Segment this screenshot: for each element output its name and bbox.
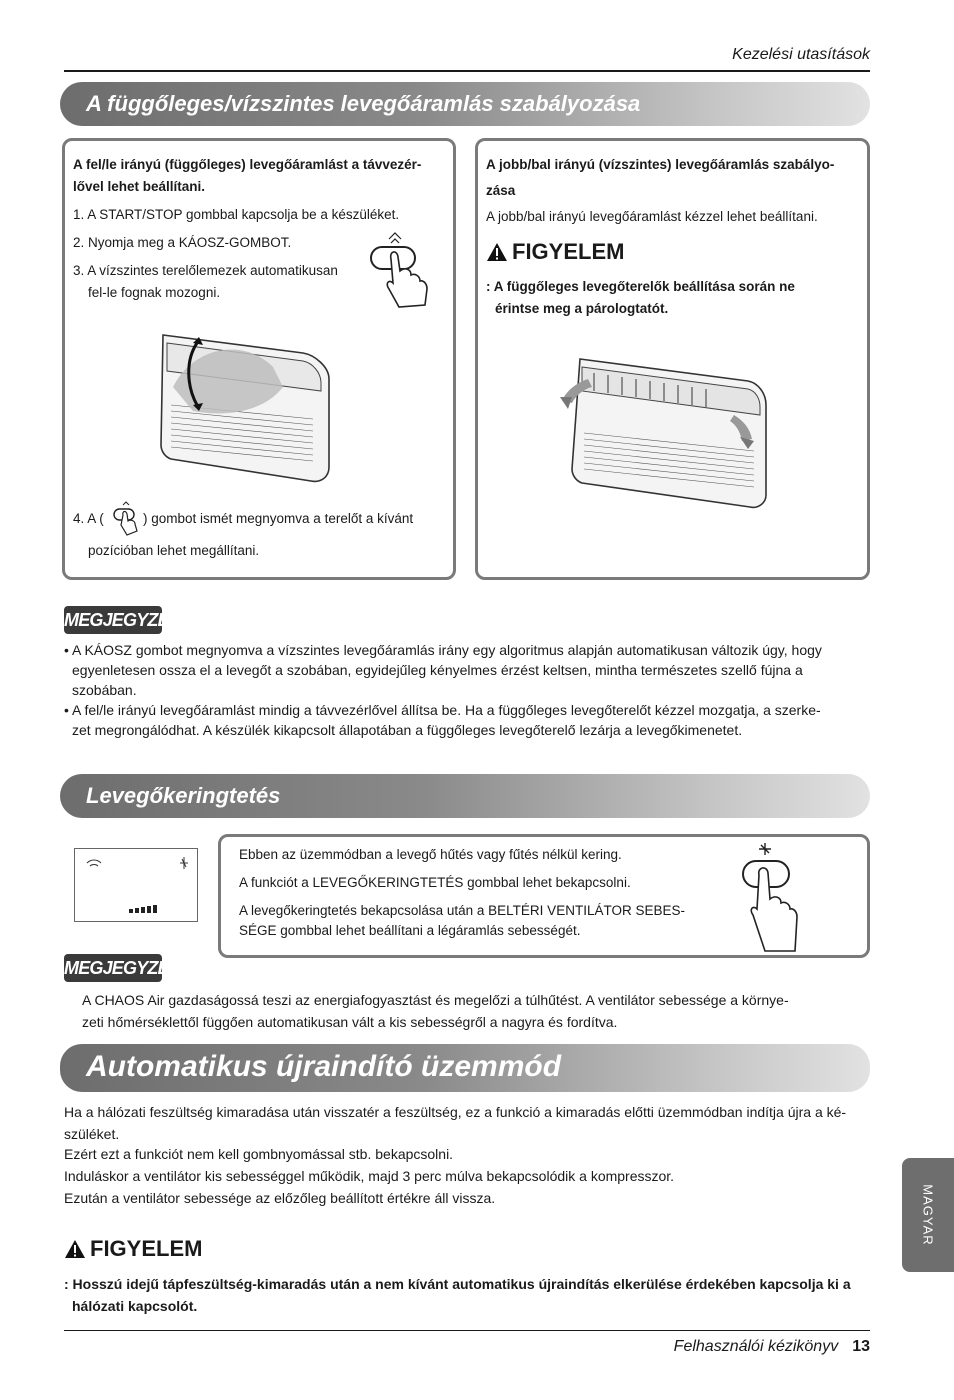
remote-display [74,848,198,922]
language-side-tab-label: MAGYAR [920,1184,936,1246]
auto-restart-warning-line1: : Hosszú idejű tápfeszültség-kimaradás után a nem kívánt automatikus újraindítás elkerülése érdekében kapcsolja ki a [64,1276,851,1292]
note2-line1: • A fel/le irányú levegőáramlást mindig a távvezérlővel állítsa be. Ha a függőleges levegőterelőt kézzel mozgatja, a szerke- [64,702,821,718]
right-warning-line2: érintse meg a párologtatót. [495,301,669,316]
air-circulation-panel [218,834,870,958]
warning-icon [64,1239,86,1259]
footer-rule [64,1330,870,1331]
note3-line2: zeti hőmérséklettől függően automatikusan vált a kis sebességről a nagyra és fordítva. [82,1014,618,1030]
warning-icon [486,242,508,262]
header-title: Kezelési utasítások [732,46,870,63]
circ-line3-2: SÉGE gombbal lehet beállítani a légáramlás sebességét. [239,923,581,938]
footer-text: Felhasználói kézikönyv [673,1338,839,1355]
right-heading-2: zása [486,183,516,198]
step-4-suffix: ) gombot ismét megnyomva a terelőt a kívánt [143,511,414,526]
footer [674,1338,870,1356]
section3-banner [60,1044,870,1092]
section1-banner [60,82,870,126]
step-3-line1: 3. A vízszintes terelőlemezek automatikusan [73,263,338,278]
page-number: 13 [852,1338,870,1355]
note3-line1: A CHAOS Air gazdaságossá teszi az energiafogyasztást és megelőzi a túlhűtést. A ventilátor sebessége a környe- [82,992,789,1008]
step-2: 2. Nyomja meg a KÁOSZ-GOMBOT. [73,235,292,250]
circ-line1: Ebben az üzemmódban a levegő hűtés vagy fűtés nélkül kering. [239,847,622,862]
indoor-unit-horizontal-louver-illustration [558,351,778,511]
right-warning-line1: : A függőleges levegőterelők beállítása során ne [486,279,795,294]
auto-restart-p1-line2: szüléket. [64,1126,120,1142]
right-text: A jobb/bal irányú levegőáramlást kézzel lehet beállítani. [486,209,818,224]
auto-restart-p4: Ezután a ventilátor sebessége az előzőleg beállított értékre áll vissza. [64,1190,496,1206]
chaos-button-hand-icon [365,229,433,311]
right-warning-title: FIGYELEM [512,239,625,264]
note1-line1: • A KÁOSZ gombot megnyomva a vízszintes levegőáramlás irány egy algoritmus alapján automatikusan változik úgy, hogy [64,642,822,658]
right-heading-1: A jobb/bal irányú (vízszintes) levegőáramlás szabályo- [486,157,835,172]
right-warning-heading [486,239,624,265]
auto-restart-p1-line1: Ha a hálózati feszültség kimaradása után visszatér a feszültség, ez a funkció a kimaradás előtti üzemmódban indítja újra a ké- [64,1104,847,1120]
step-4-prefix: 4. A ( [73,511,104,526]
auto-restart-warning-line2: hálózati kapcsolót. [72,1298,198,1314]
chaos-button-small-icon [111,501,141,537]
step-1: 1. A START/STOP gombbal kapcsolja be a készüléket. [73,207,400,222]
air-circulation-button-hand-icon [735,839,815,957]
note-badge-1: MEGJEGYZÉS [64,606,162,634]
section3-title: Automatikus újraindító üzemmód [86,1050,562,1083]
section2-banner [60,774,870,818]
note2-line2: zet megrongálódhat. A készülék kikapcsolt állapotában a függőleges levegőterelő lezárja a levegőkimenetet. [72,722,743,738]
auto-restart-warning-heading [64,1236,202,1262]
display-icons [83,853,191,917]
step-4-line2: pozícióban lehet megállítani. [88,543,260,558]
step-3-line2: fel-le fognak mozogni. [88,285,221,300]
vertical-airflow-panel [62,138,456,580]
auto-restart-p3: Induláskor a ventilátor kis sebességgel működik, majd 3 perc múlva bekapcsolódik a kompresszor. [64,1168,675,1184]
note1-line3: szobában. [72,682,137,698]
indoor-unit-vertical-swing-illustration [153,327,363,485]
circ-line2: A funkciót a LEVEGŐKERINGTETÉS gombbal lehet bekapcsolni. [239,875,631,890]
note-badge-2: MEGJEGYZÉS [64,954,162,982]
left-heading-2: lővel lehet beállítani. [73,179,206,194]
header-rule [64,70,870,72]
horizontal-airflow-panel [475,138,870,580]
language-side-tab [902,1158,954,1272]
section2-title: Levegőkeringtetés [86,783,281,808]
auto-restart-p2: Ezért ezt a funkciót nem kell gombnyomással stb. bekapcsolni. [64,1146,454,1162]
section1-title: A függőleges/vízszintes levegőáramlás szabályozása [86,91,641,116]
note1-line2: egyenletesen ossza el a levegőt a szobában, egyidejűleg kényelmes érzést keltsen, mintha természetes szellő fújna a [72,662,803,678]
auto-restart-warning-title: FIGYELEM [90,1236,203,1261]
left-heading-1: A fel/le irányú (függőleges) levegőáramlást a távvezér- [73,157,422,172]
circ-line3-1: A levegőkeringtetés bekapcsolása után a BELTÉRI VENTILÁTOR SEBES- [239,903,685,918]
